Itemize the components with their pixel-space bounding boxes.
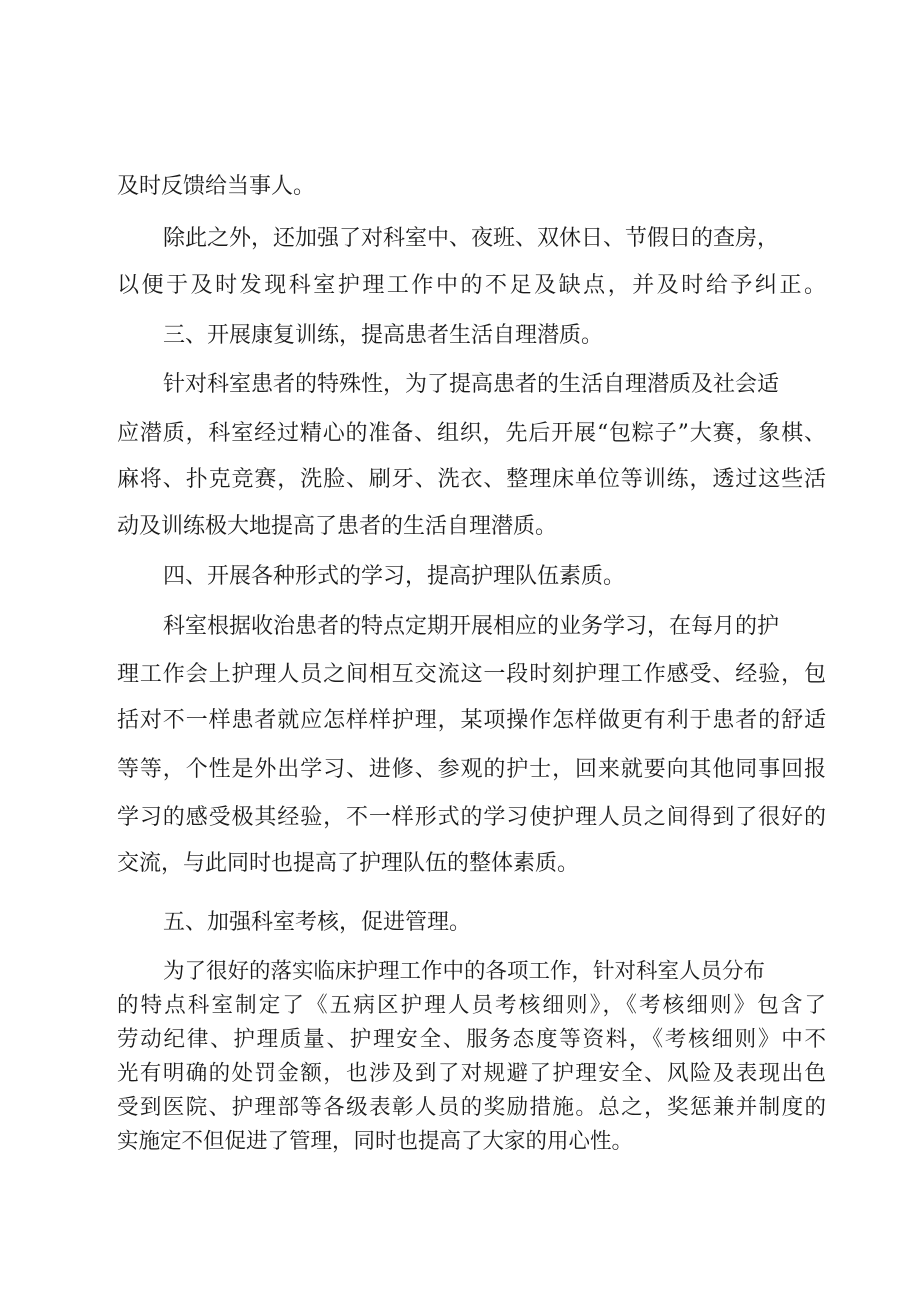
text-line: 以便于及时发现科室护理工作中的不足及缺点，并及时给予纠正。: [117, 273, 826, 298]
text-line: 交流，与此同时也提高了护理队伍的整体素质。: [117, 851, 580, 876]
text-line: 针对科室患者的特殊性，为了提高患者的生活自理潜质及社会适: [163, 372, 780, 397]
text-line: 除此之外，还加强了对科室中、夜班、双休日、节假日的查房，: [163, 226, 780, 251]
text-line: 的特点科室制定了《五病区护理人员考核细则》，《考核细则》包含了: [117, 993, 826, 1018]
text-line: 等等，个性是外出学习、进修、参观的护士，回来就要向其他同事回报: [117, 757, 826, 782]
text-line: 为了很好的落实临床护理工作中的各项工作，针对科室人员分布: [163, 959, 766, 984]
text-line: 理工作会上护理人员之间相互交流这一段时刻护理工作感受、经验，包: [117, 662, 826, 687]
text-line: 应潜质，科室经过精心的准备、组织，先后开展“包粽子”大赛，象棋、: [117, 421, 826, 446]
text-line: 实施定不但促进了管理，同时也提高了大家的用心性。: [117, 1129, 634, 1154]
text-line: 受到医院、护理部等各级表彰人员的奖励措施。总之，奖惩兼并制度的: [117, 1095, 826, 1120]
section-heading: 四、开展各种形式的学习，提高护理队伍素质。: [163, 564, 626, 589]
text-line: 劳动纪律、护理质量、护理安全、服务态度等资料，《考核细则》中不: [117, 1027, 826, 1052]
text-line: 及时反馈给当事人。: [117, 174, 316, 199]
section-heading: 三、开展康复训练，提高患者生活自理潜质。: [163, 323, 604, 348]
text-line: 括对不一样患者就应怎样样护理，某项操作怎样做更有利于患者的舒适: [117, 708, 826, 733]
text-line: 光有明确的处罚金额，也涉及到了对规避了护理安全、风险及表现出色: [117, 1061, 826, 1086]
text-line: 学习的感受极其经验，不一样形式的学习使护理人员之间得到了很好的: [117, 805, 826, 830]
text-line: 科室根据收治患者的特点定期开展相应的业务学习，在每月的护: [163, 614, 780, 639]
text-line: 动及训练极大地提高了患者的生活自理潜质。: [117, 514, 558, 539]
section-heading: 五、加强科室考核，促进管理。: [163, 910, 472, 935]
text-line: 麻将、扑克竞赛，洗脸、刷牙、洗衣、整理床单位等训练，透过这些活: [117, 467, 826, 492]
